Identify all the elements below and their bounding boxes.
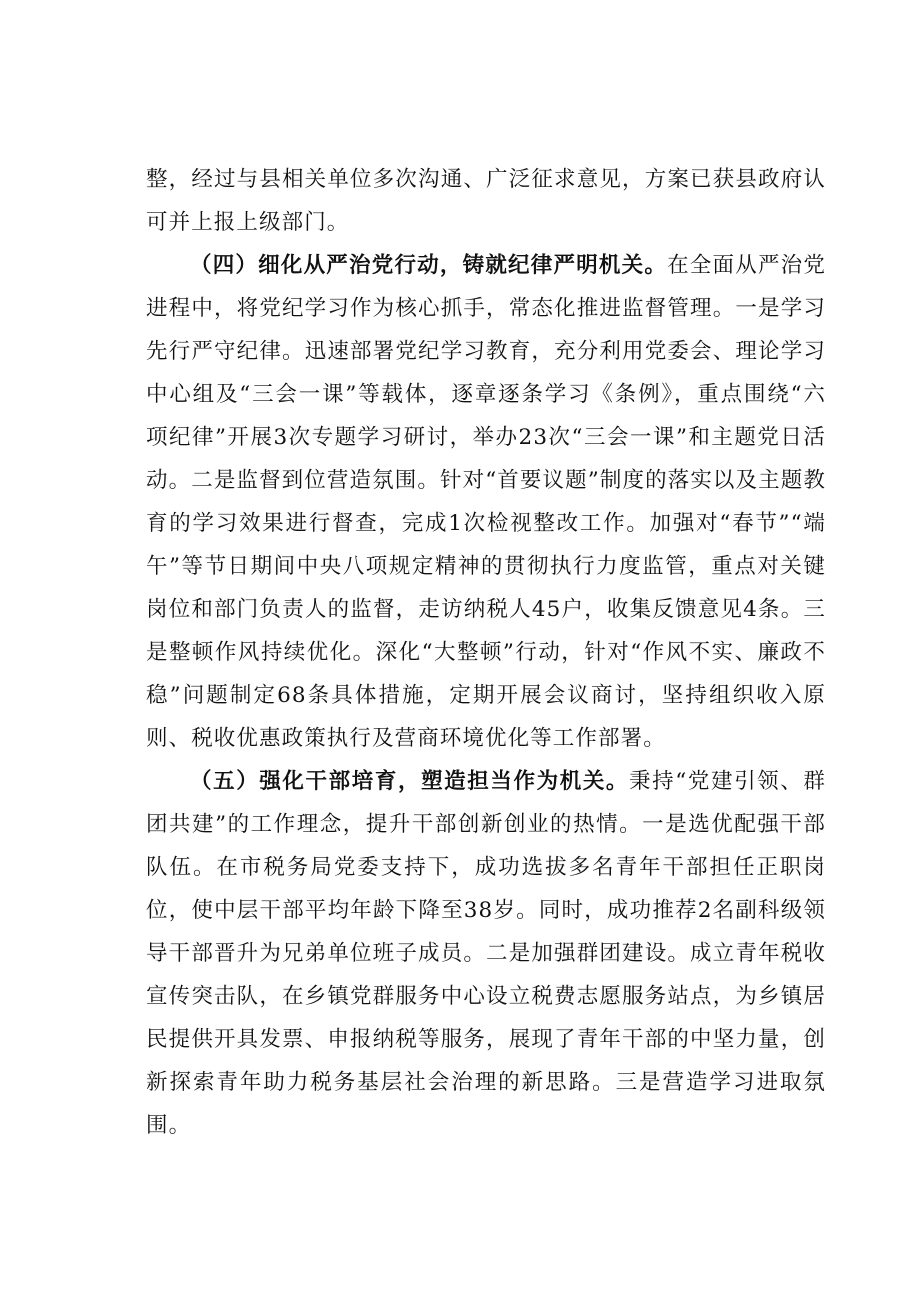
paragraph-text: 秉持“党建引领、群团共建”的工作理念，提升干部创新创业的热情。一是选优配强干部队伍。在市税务局党委支持下，成功选拔多名青年干部担任正职岗位，使中层干部平均年龄下降至38岁。同时，成功推荐2名副科级领导干部晋升为兄弟单位班子成员。二是加强群团建设。成立青年税收宣传突击队，在乡镇党群服务中心设立税费志愿服务站点，为乡镇居民提供开具发票、申报纳税等服务，展现了青年干部的中坚力量，创新探索青年助力税务基层社会治理的新思路。三是营造学习进取氛围。 bbox=[146, 769, 826, 1138]
paragraph-text: 在全面从严治党进程中，将党纪学习作为核心抓手，常态化推进监督管理。一是学习先行严守纪律。迅速部署党纪学习教育，充分利用党委会、理论学习中心组及“三会一课”等载体，逐章逐条学习《条例》，重点围绕“六项纪律”开展3次专题学习研讨，举办23次“三会一课”和主题党日活动。二是监督到位营造氛围。针对“首要议题”制度的落实以及主题教育的学习效果进行督查，完成1次检视整改工作。加强对“春节”“端午”等节日期间中央八项规定精神的贯彻执行力度监管，重点对关键岗位和部门负责人的监督，走访纳税人45户，收集反馈意见4条。三是整顿作风持续优化。深化“大整顿”行动，针对“作风不实、廉政不稳”问题制定68条具体措施，定期开展会议商讨，坚持组织收入原则、税收优惠政策执行及营商环境优化等工作部署。 bbox=[146, 253, 827, 751]
document-body bbox=[146, 158, 826, 1147]
paragraph-section-five bbox=[146, 760, 826, 1147]
section-heading: （四）细化从严治党行动，铸就纪律严明机关。 bbox=[190, 253, 668, 278]
paragraph-continuation bbox=[146, 158, 826, 244]
section-heading: （五）强化干部培育，塑造担当作为机关。 bbox=[190, 769, 630, 794]
paragraph-text: 整，经过与县相关单位多次沟通、广泛征求意见，方案已获县政府认可并上报上级部门。 bbox=[146, 167, 826, 235]
paragraph-section-four bbox=[146, 244, 826, 760]
